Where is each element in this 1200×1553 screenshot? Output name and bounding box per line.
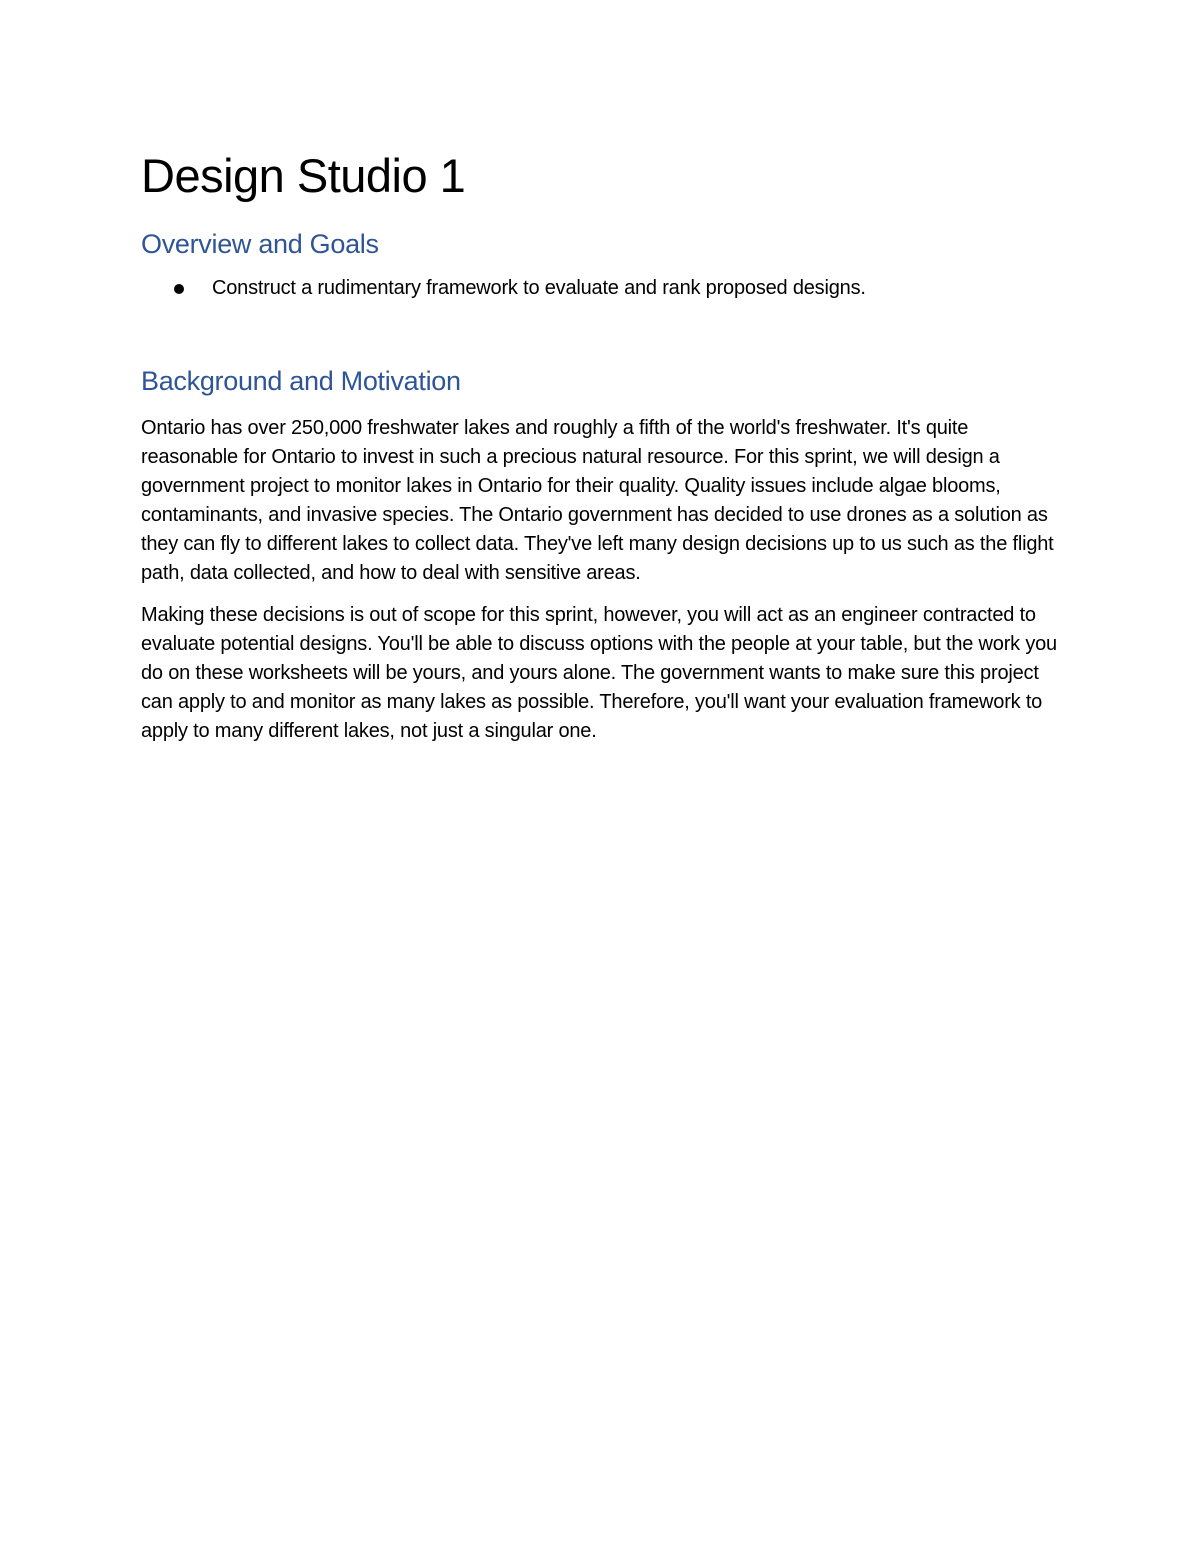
document-title: Design Studio 1 xyxy=(141,149,466,202)
overview-heading: Overview and Goals xyxy=(141,229,379,259)
bullet-icon xyxy=(174,284,184,294)
list-item xyxy=(141,274,1061,303)
goals-list xyxy=(141,274,1061,303)
document-content xyxy=(141,140,1061,746)
background-paragraph-2: Making these decisions is out of scope for this sprint, however, you will act as an engineer contracted to evaluate potential designs. You'll be able to discuss options with the people at your table, but the work you do on these worksheets will be yours, and yours alone. The government wants to make sure this project can apply to and monitor as many lakes as possible. Therefore, you'll want your evaluation framework to apply to many different lakes, not just a singular one. xyxy=(141,604,1057,742)
background-paragraph-1: Ontario has over 250,000 freshwater lakes and roughly a fifth of the world's freshwater. It's quite reasonable for Ontario to invest in such a precious natural resource. For this sprint, we will design a government project to monitor lakes in Ontario for their quality. Quality issues include algae blooms, contaminants, and invasive species. The Ontario government has decided to use drones as a solution as they can fly to different lakes to collect data. They've left many design decisions up to us such as the flight path, data collected, and how to deal with sensitive areas. xyxy=(141,417,1054,584)
goal-text: Construct a rudimentary framework to evaluate and rank proposed designs. xyxy=(212,277,866,299)
background-heading: Background and Motivation xyxy=(141,366,461,396)
